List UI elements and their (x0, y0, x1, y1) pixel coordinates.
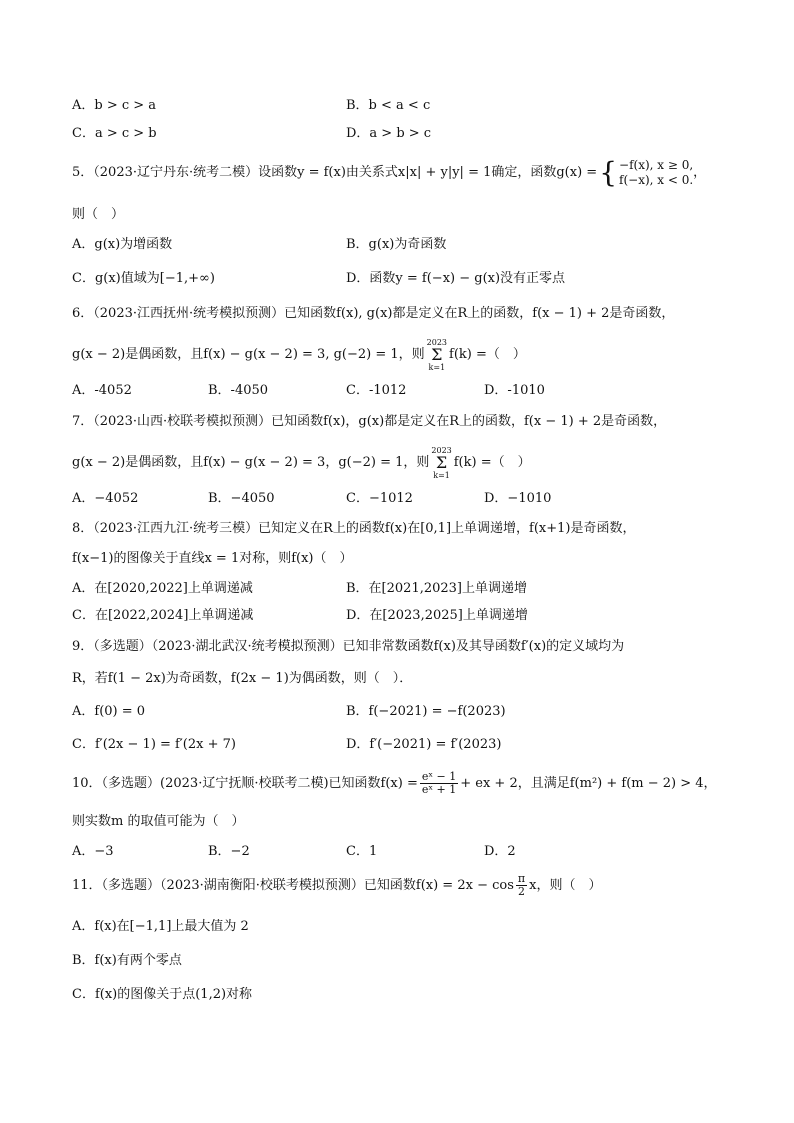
q10-frac-num: eˣ − 1 (421, 770, 457, 783)
q10-line1 (72, 764, 717, 804)
q8-option-a: A．在[2020,2022]上单调递减 (72, 581, 253, 596)
q8-line2: f(x−1)的图像关于直线x = 1对称，则f(x)（ ） (72, 551, 353, 566)
q5-option-d: D．函数y = f(−x) − g(x)没有正零点 (346, 271, 566, 286)
q8-option-c: C．在[2022,2024]上单调递减 (72, 608, 254, 623)
q7-line2-text: g(x − 2)是偶函数，且f(x) − g(x − 2) = 3，g(−2) = 1，则 (72, 455, 430, 470)
q6-option-a: A．-4052 (72, 383, 132, 398)
q5-line2: 则（ ） (72, 207, 125, 222)
q4-option-a: A．b > c > a (72, 98, 157, 113)
q10-option-d: D．2 (484, 844, 516, 859)
q9-option-a: A．f(0) = 0 (72, 704, 146, 719)
q6-option-d: D．-1010 (484, 383, 545, 398)
piecewise-brace: { (599, 155, 618, 189)
q11-line1-text: 11．（多选题）（2023·湖南衡阳·校联考模拟预测）已知函数f(x) = 2x − cos (72, 878, 514, 893)
q7-sum-sigma: Σ (435, 452, 448, 472)
q7-sum-top: 2023 (431, 445, 452, 455)
q5-option-c: C．g(x)值域为[−1,+∞) (72, 271, 215, 286)
q7-option-a: A．−4052 (72, 491, 139, 506)
q11-fraction (516, 873, 527, 898)
q11-option-c: C．f(x)的图像关于点(1,2)对称 (72, 987, 253, 1002)
q4-option-c: C．a > c > b (72, 126, 157, 141)
q8-line1: 8．（2023·江西九江·统考三模）已知定义在R上的函数f(x)在[0,1]上单调递增，f(x+1)是奇函数， (72, 521, 636, 536)
q6-line2 (72, 335, 526, 375)
q5-piece-2: f(−x), x < 0. (619, 172, 694, 187)
q10-option-b: B．−2 (208, 844, 250, 859)
q5-stem-text: 5．（2023·辽宁丹东·统考二模）设函数y = f(x)由关系式x|x| + y|y| = 1确定，函数g(x) = (72, 165, 598, 180)
q7-option-d: D．−1010 (484, 491, 552, 506)
q7-line2-tail: f(k) =（ ） (453, 455, 531, 470)
q5-stem (72, 148, 706, 198)
q10-line2: 则实数m 的取值可能为（ ） (72, 814, 245, 829)
q10-fraction (420, 771, 458, 796)
q4-option-b: B．b < a < c (346, 98, 431, 113)
q11-frac-den: 2 (517, 885, 525, 898)
q11-line1-tail: x，则（ ） (529, 878, 602, 893)
q9-line1: 9．（多选题）（2023·湖北武汉·统考模拟预测）已知非常数函数f(x)及其导函数f′(x)的定义域均为 (72, 639, 625, 654)
q6-option-c: C．-1012 (346, 383, 407, 398)
q4-option-d: D．a > b > c (346, 126, 432, 141)
q11-line1 (72, 866, 601, 906)
q6-line1: 6．（2023·江西抚州·统考模拟预测）已知函数f(x), g(x)都是定义在R上的函数，f(x − 1) + 2是奇函数， (72, 306, 675, 321)
summation-symbol (427, 338, 447, 372)
q6-line2-text: g(x − 2)是偶函数，且f(x) − g(x − 2) = 3, g(−2) = 1，则 (72, 347, 425, 362)
q6-sum-top: 2023 (426, 337, 448, 347)
q5-option-a: A．g(x)为增函数 (72, 237, 173, 252)
q9-option-b: B．f(−2021) = −f(2023) (346, 704, 506, 719)
q10-line1-text: 10．（多选题）(2023·辽宁抚顺·校联考二模)已知函数f(x) = (72, 776, 418, 791)
q10-frac-den: eˣ + 1 (421, 783, 457, 796)
q7-sum-bottom: k=1 (433, 470, 450, 480)
q9-line2: R，若f(1 − 2x)为奇函数，f(2x − 1)为偶函数，则（ ）． (72, 671, 413, 686)
q7-option-b: B．−4050 (208, 491, 275, 506)
q11-frac-num: π (517, 872, 526, 885)
q9-option-c: C．f′(2x − 1) = f′(2x + 7) (72, 737, 236, 752)
q5-piecewise (619, 158, 693, 188)
q10-line1-tail: + ex + 2，且满足f(m²) + f(m − 2) > 4， (460, 776, 717, 791)
q6-sum-bottom: k=1 (428, 362, 446, 372)
q6-sum-sigma: Σ (431, 344, 443, 364)
q10-option-a: A．−3 (72, 844, 114, 859)
q7-line1: 7．（2023·山西·校联考模拟预测）已知函数f(x)，g(x)都是定义在R上的函数，f(x − 1) + 2是奇函数， (72, 414, 667, 429)
q8-option-b: B．在[2021,2023]上单调递增 (346, 581, 527, 596)
q5-option-b: B．g(x)为奇函数 (346, 237, 447, 252)
q7-option-c: C．−1012 (346, 491, 413, 506)
q6-option-b: B．-4050 (208, 383, 269, 398)
q8-option-d: D．在[2023,2025]上单调递增 (346, 608, 528, 623)
q11-option-b: B．f(x)有两个零点 (72, 953, 182, 968)
q11-option-a: A．f(x)在[−1,1]上最大值为 2 (72, 919, 249, 934)
q5-tail: ， (693, 165, 707, 180)
q10-option-c: C．1 (346, 844, 378, 859)
q5-piece-1: −f(x), x ≥ 0, (619, 157, 694, 172)
q6-line2-tail: f(k) =（ ） (449, 347, 526, 362)
q9-option-d: D．f′(−2021) = f′(2023) (346, 737, 502, 752)
q7-line2 (72, 443, 531, 483)
summation-symbol (431, 446, 451, 480)
